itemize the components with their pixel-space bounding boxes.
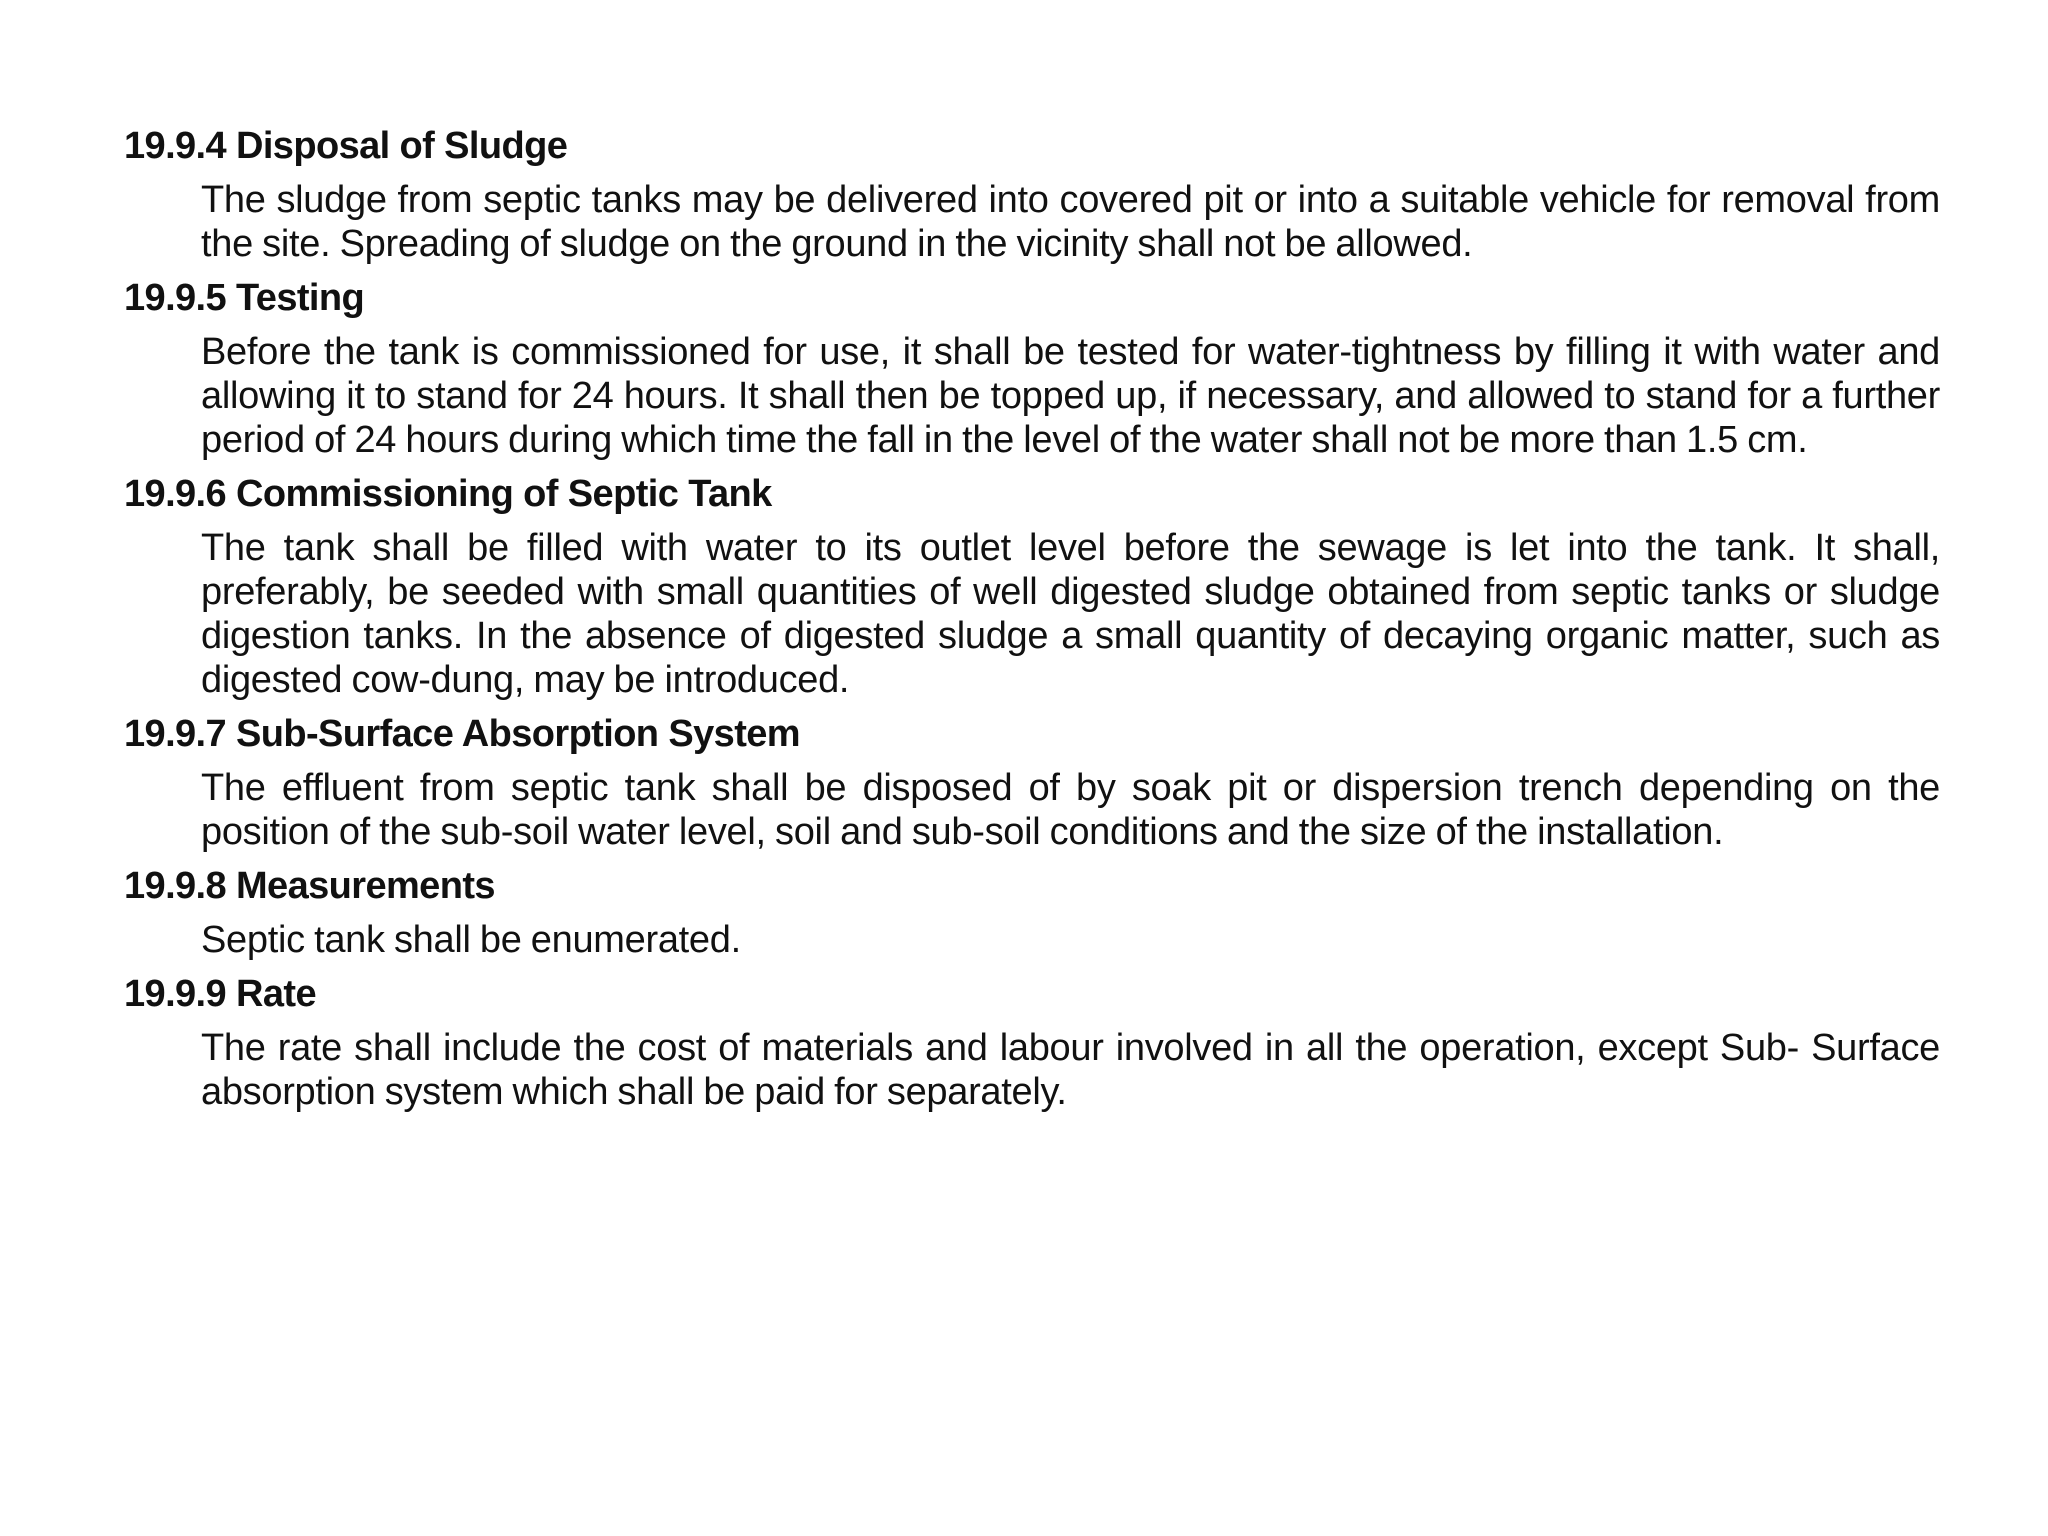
section-body: The tank shall be filled with water to its outlet level before the sewage is let into the tank. It shall, preferably, be seeded with small quantities of well digested sludge obtained from septic tanks or sludge digestion tanks. In the absence of digested sludge a small quantity of decaying organic matter, such as digested cow-dung, may be introduced. — [201, 527, 1940, 701]
section-heading: 19.9.8 Measurements — [124, 865, 495, 907]
section-body: Septic tank shall be enumerated. — [201, 919, 741, 961]
section-rate — [124, 970, 1940, 1114]
section-heading: 19.9.7 Sub-Surface Absorption System — [124, 713, 800, 755]
section-testing — [124, 274, 1940, 462]
section-heading: 19.9.6 Commissioning of Septic Tank — [124, 473, 772, 515]
section-body: Before the tank is commissioned for use, it shall be tested for water-tightness by filling it with water and allowing it to stand for 24 hours. It shall then be topped up, if necessary, and allowed to stand for a further period of 24 hours during which time the fall in the level of the water shall not be more than 1.5 cm. — [201, 331, 1940, 461]
section-body: The sludge from septic tanks may be delivered into covered pit or into a suitable vehicle for removal from the site. Spreading of sludge on the ground in the vicinity shall not be allowed. — [201, 179, 1940, 265]
section-body: The effluent from septic tank shall be disposed of by soak pit or dispersion trench depending on the position of the sub-soil water level, soil and sub-soil conditions and the size of the installation. — [201, 767, 1940, 853]
section-heading: 19.9.4 Disposal of Sludge — [124, 125, 568, 167]
section-body: The rate shall include the cost of materials and labour involved in all the operation, except Sub- Surface absorption system which shall be paid for separately. — [201, 1027, 1940, 1113]
section-sub-surface-absorption-system — [124, 710, 1940, 854]
section-heading: 19.9.5 Testing — [124, 277, 365, 319]
section-measurements — [124, 862, 1940, 962]
document-content — [124, 122, 1940, 1114]
section-commissioning-of-septic-tank — [124, 470, 1940, 702]
section-heading: 19.9.9 Rate — [124, 973, 316, 1015]
section-disposal-of-sludge — [124, 122, 1940, 266]
